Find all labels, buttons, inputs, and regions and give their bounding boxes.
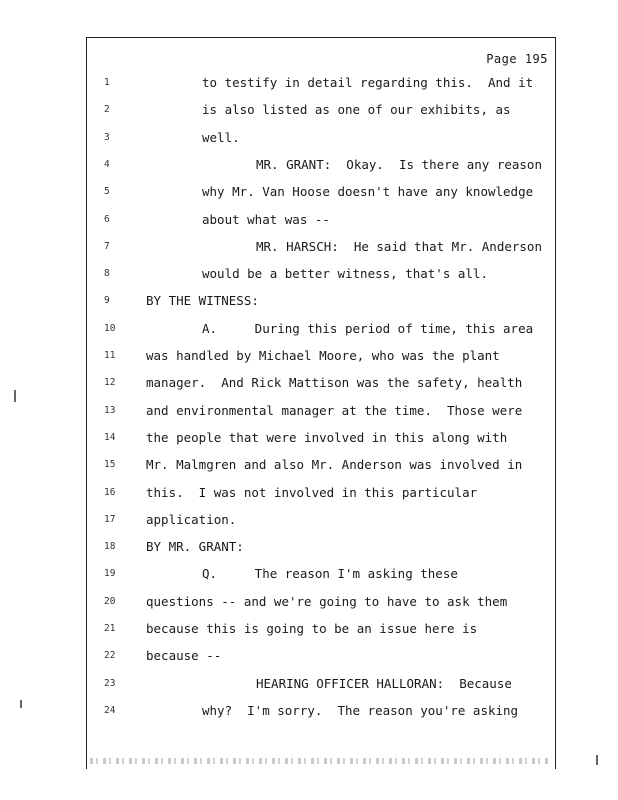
line-text: BY MR. GRANT: — [146, 539, 244, 555]
line-text: and environmental manager at the time. Those were — [146, 402, 523, 418]
line-number: 23 — [104, 677, 116, 689]
footer-scan-noise — [90, 758, 550, 764]
line-number: 20 — [104, 595, 116, 607]
transcript-line — [0, 264, 618, 284]
line-text: application. — [146, 511, 237, 527]
line-number: 14 — [104, 431, 116, 443]
line-number: 19 — [104, 568, 116, 580]
line-text: this. I was not involved in this particular — [146, 484, 478, 500]
transcript-line — [0, 401, 618, 421]
line-text: well. — [202, 129, 240, 145]
transcript-line — [0, 155, 618, 175]
line-number: 5 — [104, 186, 110, 198]
line-text: is also listed as one of our exhibits, as — [202, 102, 511, 118]
line-text: Mr. Malmgren and also Mr. Anderson was involved in — [146, 457, 523, 473]
line-number: 4 — [104, 158, 110, 170]
line-text: because -- — [146, 648, 222, 664]
line-number: 2 — [104, 104, 110, 116]
transcript-line — [0, 646, 618, 666]
line-number: 21 — [104, 623, 116, 634]
transcript-line — [0, 510, 618, 530]
line-text: why? I'm sorry. The reason you're asking — [202, 702, 519, 718]
line-number: 12 — [104, 377, 116, 389]
transcript-line — [0, 701, 618, 721]
line-text: A. During this period of time, this area — [202, 320, 534, 336]
line-number: 3 — [104, 131, 110, 143]
transcript-line — [0, 483, 618, 503]
transcript-line — [0, 373, 618, 393]
line-number: 13 — [104, 404, 116, 416]
margin-mark — [14, 390, 16, 402]
transcript-line — [0, 455, 618, 475]
line-number: 17 — [104, 513, 116, 525]
page-number: Page 195 — [486, 52, 548, 66]
line-text: HEARING OFFICER HALLORAN: Because — [256, 675, 512, 691]
line-number: 10 — [104, 322, 116, 334]
transcript-line — [0, 128, 618, 148]
line-text: was handled by Michael Moore, who was the plant — [146, 348, 500, 363]
line-number: 22 — [104, 650, 116, 662]
transcript-line — [0, 210, 618, 230]
transcript-line — [0, 428, 618, 448]
line-number: 24 — [104, 704, 116, 716]
line-text: to testify in detail regarding this. And it — [202, 75, 534, 90]
transcript-line — [0, 319, 618, 339]
line-text: why Mr. Van Hoose doesn't have any knowledge — [202, 184, 534, 200]
transcript-line — [0, 100, 618, 120]
line-number: 18 — [104, 541, 116, 553]
transcript-line — [0, 592, 618, 612]
line-number: 7 — [104, 240, 110, 252]
line-number: 8 — [104, 268, 110, 280]
transcript-line — [0, 291, 618, 311]
line-text: Q. The reason I'm asking these — [202, 566, 458, 582]
transcript-line — [0, 537, 618, 557]
line-text: MR. GRANT: Okay. Is there any reason — [256, 156, 542, 172]
line-number: 16 — [104, 486, 116, 498]
margin-mark — [596, 755, 598, 765]
line-number: 6 — [104, 213, 110, 225]
line-number: 1 — [104, 77, 110, 88]
margin-mark — [20, 700, 22, 708]
line-text: MR. HARSCH: He said that Mr. Anderson — [256, 238, 542, 254]
transcript-line — [0, 564, 618, 584]
transcript-line — [0, 619, 618, 639]
line-text: the people that were involved in this along with — [146, 429, 508, 445]
line-number: 15 — [104, 459, 116, 471]
transcript-line — [0, 182, 618, 202]
line-number: 9 — [104, 295, 110, 307]
line-text: questions -- and we're going to have to ask them — [146, 593, 508, 609]
line-text: because this is going to be an issue here is — [146, 621, 478, 636]
line-number: 11 — [104, 350, 116, 361]
transcript-line — [0, 73, 618, 93]
transcript-line — [0, 346, 618, 366]
transcript-line — [0, 237, 618, 257]
line-text: BY THE WITNESS: — [146, 293, 259, 309]
transcript-line — [0, 674, 618, 694]
line-text: about what was -- — [202, 211, 330, 227]
line-text: manager. And Rick Mattison was the safety, health — [146, 375, 523, 391]
line-text: would be a better witness, that's all. — [202, 266, 488, 282]
